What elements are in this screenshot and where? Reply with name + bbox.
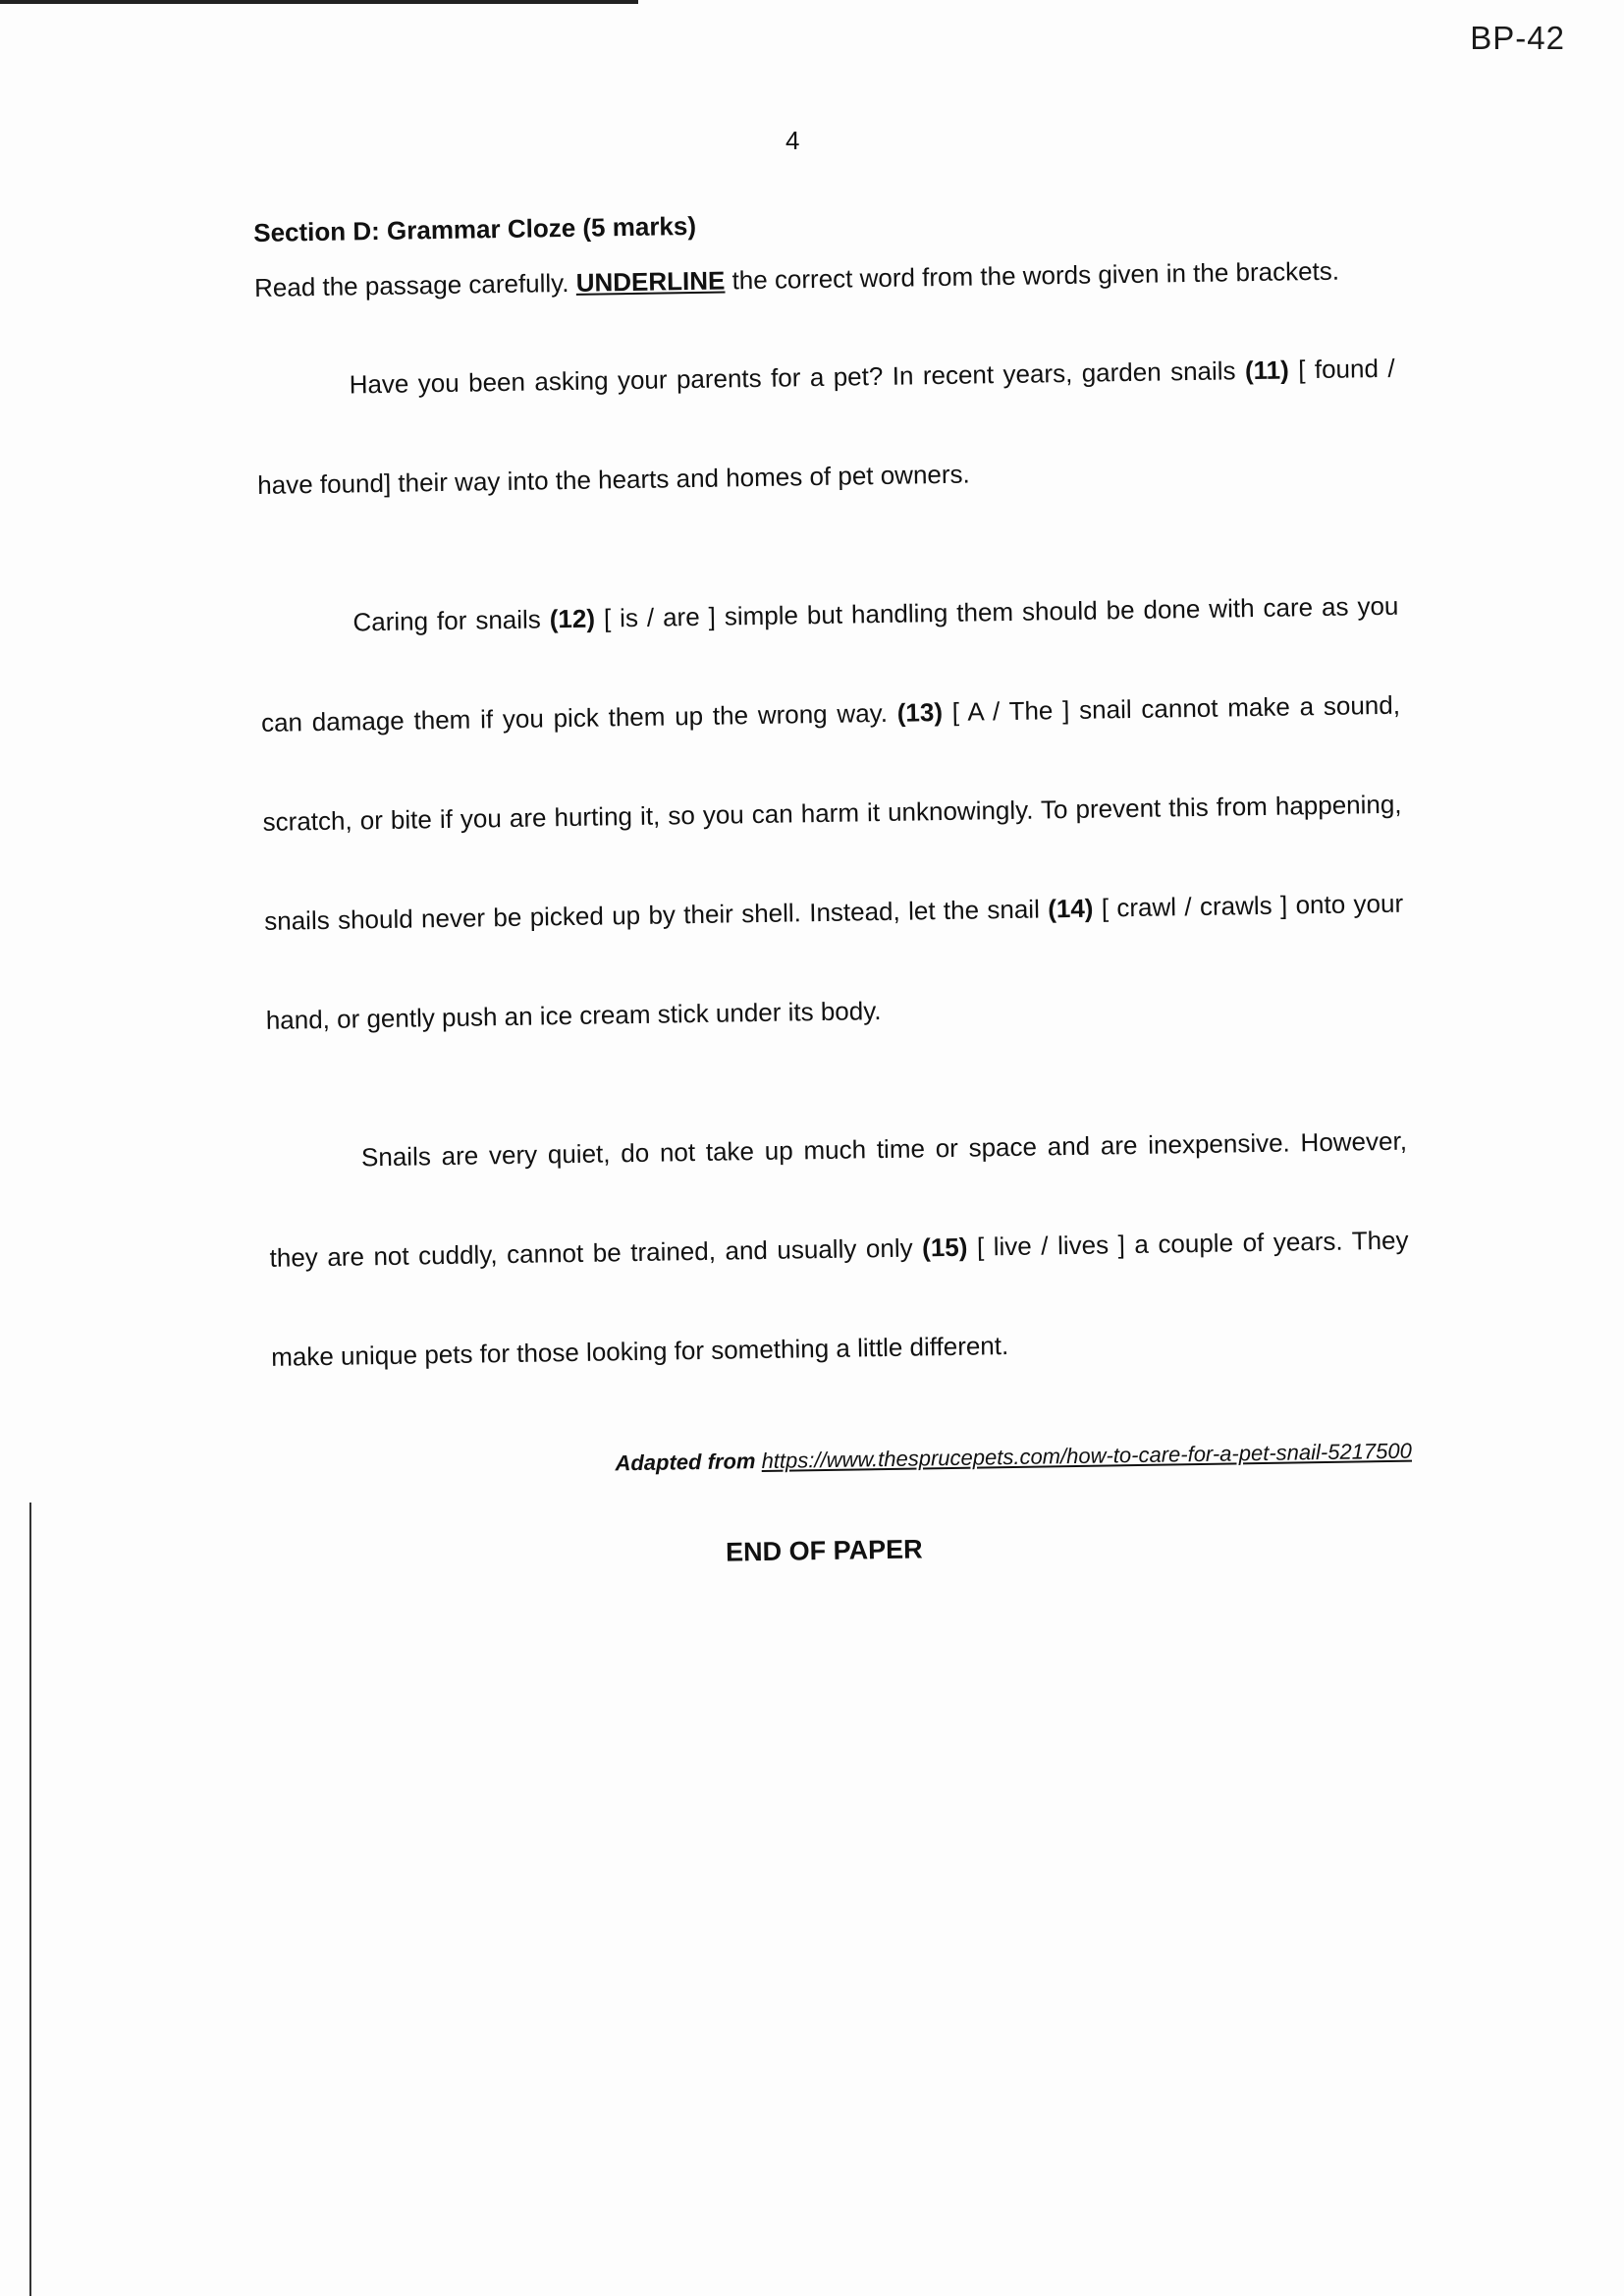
passage-text: onto your hand, or gently push an ice cream stick under its body.	[265, 888, 1404, 1035]
binding-line	[29, 1503, 31, 2296]
instruction-keyword: UNDERLINE	[575, 265, 726, 298]
passage-text: Caring for snails	[352, 604, 550, 637]
question-12-options[interactable]: [ is / are ]	[594, 601, 717, 633]
passage-text: Snails are very quiet, do not take up much time or space and are inexpensive. However, they are not cuddly, cannot be trained, and usually only	[269, 1125, 1408, 1273]
source-prefix: Adapted from	[615, 1449, 762, 1476]
question-12-number: (12)	[549, 603, 596, 634]
question-11-number: (11)	[1244, 355, 1290, 386]
instruction-text: Read the passage carefully.	[253, 267, 576, 302]
passage-text: snail cannot make a sound, scratch, or bite if you are hurting it, so you can harm it unknowingly. To prevent this from happening, snails should never be picked up by their shell. Instead, let the snail	[262, 689, 1402, 936]
instructions	[254, 250, 1393, 307]
instruction-text: the correct word from the words given in the brackets.	[725, 255, 1340, 296]
question-15-number: (15)	[921, 1231, 968, 1263]
top-rule	[0, 0, 638, 4]
passage-text: simple but handling them should be done with care as you can damage them if you pick them up the wrong way.	[260, 590, 1399, 738]
passage-text: a couple of years. They make unique pets for those looking for something a little different.	[270, 1225, 1409, 1372]
exam-content	[253, 200, 1414, 1575]
question-14-options[interactable]: [ crawl / crawls ]	[1093, 890, 1288, 923]
end-of-paper: END OF PAPER	[725, 1534, 923, 1567]
passage-text: Have you been asking your parents for a pet? In recent years, garden snails	[349, 355, 1246, 400]
question-13-number: (13)	[896, 697, 944, 728]
question-11-options[interactable]: [ found / have found]	[257, 353, 1395, 500]
section-title: Section D: Grammar Cloze (5 marks)	[253, 210, 697, 247]
page-number: 4	[785, 126, 800, 155]
question-14-number: (14)	[1047, 893, 1094, 924]
source-attribution	[273, 1439, 1412, 1482]
passage-paragraph-2	[259, 557, 1406, 1070]
question-15-options[interactable]: [ live / lives ]	[967, 1230, 1126, 1262]
source-link[interactable]: https://www.thesprucepets.com/how-to-care-for-a-pet-snail-5217500	[761, 1438, 1413, 1474]
passage-paragraph-1	[255, 319, 1397, 535]
question-13-options[interactable]: [ A / The ]	[942, 695, 1070, 728]
passage-paragraph-3	[267, 1092, 1411, 1407]
cloze-passage	[255, 319, 1411, 1407]
passage-text: their way into the hearts and homes of pet owners.	[390, 459, 970, 498]
page-code: BP-42	[1470, 20, 1565, 56]
